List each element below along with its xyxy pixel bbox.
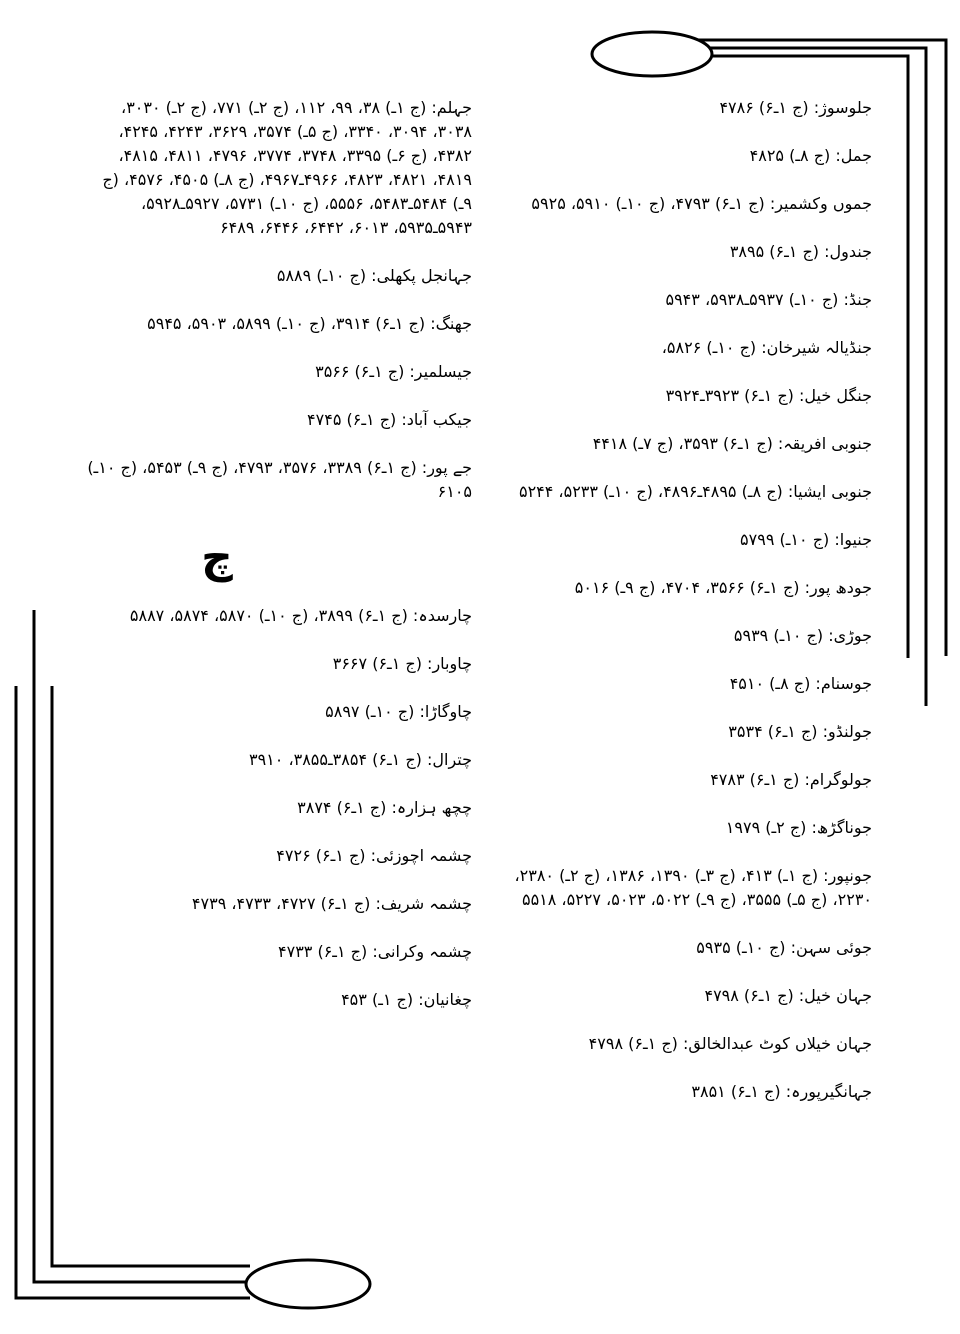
index-entry: چاوبار: (ج ۱ـ۶) ۳۶۶۷ — [332, 654, 472, 673]
index-entry: جہان خیل: (ج ۱ـ۶) ۴۷۹۸ — [704, 986, 872, 1005]
index-entry: جمل: (ج ۸ـ) ۴۸۲۵ — [749, 146, 872, 165]
top-ornament-oval — [592, 32, 712, 76]
index-entry: جوسنام: (ج ۸ـ) ۴۵۱۰ — [729, 674, 872, 693]
index-column-right — [492, 96, 872, 1128]
index-entry: جودھ پور: (ج ۱ـ۶) ۳۵۶۶، ۴۷۰۴، (ج ۹ـ) ۵۰۱۶ — [574, 578, 872, 597]
index-entry: جولوگرام: (ج ۱ـ۶) ۴۷۸۳ — [710, 770, 872, 789]
index-entry: جہلم: (ج ۱ـ) ۳۸، ۹۹، ۱۱۲، (ج ۲ـ) ۷۷۱، (ج ۲ـ) ۳۰۳۰، ۳۰۳۸، ۳۰۹۴، ۳۳۴۰، (ج ۵ـ) ۳۵۷۴، ۳۶۲۹، ۴۲۴۳، ۴۲۴۵، ۴۳۸۲، (ج ۶ـ) ۳۳۹۵، ۳۷۴۸، ۳۷۷۴، ۴۷۹۶، ۴۸۱۱، ۴۸۱۵، ۴۸۱۹، ۴۸۲۱، ۴۸۲۳، ۴۹۶۶ـ۴۹۶۷، (ج ۸ـ) ۴۵۰۵، ۴۵۷۶، (ج ۹ـ) ۵۴۸۴ـ۵۴۸۳، ۵۵۵۶، (ج ۱۰ـ) ۵۷۳۱، ۵۹۲۷ـ۵۹۲۸، ۵۹۴۳ـ۵۹۳۵، ۶۰۱۳، ۶۴۴۲، ۶۴۴۶، ۶۴۸۹ — [102, 98, 472, 237]
index-entry: جوئی سہن: (ج ۱۰ـ) ۵۹۳۵ — [696, 938, 872, 957]
index-entry: جیسلمیر: (ج ۱ـ۶) ۳۵۶۶ — [315, 362, 472, 381]
index-entry: جولنڈو: (ج ۱ـ۶) ۳۵۳۴ — [728, 722, 872, 741]
index-entry: جنیوا: (ج ۱۰ـ) ۵۷۹۹ — [740, 530, 872, 549]
section-letter-heading: چ — [201, 532, 233, 583]
index-entry: چشمہ شریف: (ج ۱ـ۶) ۴۷۲۷، ۴۷۳۳، ۴۷۳۹ — [191, 894, 472, 913]
index-entry: جنڈ: (ج ۱۰ـ) ۵۹۳۷ـ۵۹۳۸، ۵۹۴۳ — [665, 290, 872, 309]
index-entry: چشمہ وکرانی: (ج ۱ـ۶) ۴۷۳۳ — [278, 942, 472, 961]
index-entry: جونپور: (ج ۱ـ) ۴۱۳، (ج ۳ـ) ۱۳۹۰، ۱۳۸۶، (ج ۲ـ) ۲۳۸۰، ۲۲۳۰، (ج ۵ـ) ۳۵۵۵، (ج ۹ـ) ۵۰۲۲، ۵۰۲۳، ۵۲۲۷، ۵۵۱۸ — [514, 866, 872, 909]
index-entry: چارسدہ: (ج ۱ـ۶) ۳۸۹۹، (ج ۱۰ـ) ۵۸۷۰، ۵۸۷۴، ۵۸۸۷ — [129, 606, 472, 625]
index-entry: جنوبی ایشیا: (ج ۸ـ) ۴۸۹۵ـ۴۸۹۶، (ج ۱۰ـ) ۵۲۳۳، ۵۲۴۴ — [518, 482, 872, 501]
index-entry: جے پور: (ج ۱ـ۶) ۳۳۸۹، ۳۵۷۶، ۴۷۹۳، (ج ۹ـ) ۵۴۵۳، (ج ۱۰ـ) ۶۱۰۵ — [87, 458, 472, 501]
bottom-ornament-oval — [246, 1260, 370, 1308]
index-entry: جہانگیرپورہ: (ج ۱ـ۶) ۳۸۵۱ — [691, 1082, 872, 1101]
index-entry: جموں وکشمیر: (ج ۱ـ۶) ۴۷۹۳، (ج ۱۰ـ) ۵۹۱۰، ۵۹۲۵ — [531, 194, 872, 213]
index-entry: چترال: (ج ۱ـ۶) ۳۸۵۴ـ۳۸۵۵، ۳۹۱۰ — [248, 750, 472, 769]
index-column-left — [82, 96, 472, 1036]
index-entry: جلوسوژ: (ج ۱ـ۶) ۴۷۸۶ — [719, 98, 872, 117]
index-entry: جہانجل پکھلی: (ج ۱۰ـ) ۵۸۸۹ — [276, 266, 472, 285]
index-entry: جوناگڑھ: (ج ۲ـ) ۱۹۷۹ — [725, 818, 872, 837]
index-entry: جندول: (ج ۱ـ۶) ۳۸۹۵ — [729, 242, 872, 261]
index-entry: چشمہ اچوزئی: (ج ۱ـ۶) ۴۷۲۶ — [276, 846, 472, 865]
index-entry: جھنگ: (ج ۱ـ۶) ۳۹۱۴، (ج ۱۰ـ) ۵۸۹۹، ۵۹۰۳، ۵۹۴۵ — [147, 314, 472, 333]
index-entry: جہان خیلاں کوٹ عبدالخالق: (ج ۱ـ۶) ۴۷۹۸ — [588, 1034, 872, 1053]
index-entry: جیکب آباد: (ج ۱ـ۶) ۴۷۴۵ — [307, 410, 472, 429]
index-entry: جنگل خیل: (ج ۱ـ۶) ۳۹۲۳ـ۳۹۲۴ — [665, 386, 872, 405]
index-entry: جنوبی افریقہ: (ج ۱ـ۶) ۳۵۹۳، (ج ۷ـ) ۴۴۱۸ — [592, 434, 872, 453]
index-entry: چاوگاڑا: (ج ۱۰ـ) ۵۸۹۷ — [325, 702, 472, 721]
index-entry: جنڈیالہ شیرخان: (ج ۱۰ـ) ۵۸۲۶، — [661, 338, 872, 357]
index-entry: چچھ ہزارہ: (ج ۱ـ۶) ۳۸۷۴ — [297, 798, 472, 817]
index-entry: چغانیان: (ج ۱ـ) ۴۵۳ — [341, 990, 472, 1009]
index-entry: جوڑی: (ج ۱۰ـ) ۵۹۳۹ — [733, 626, 872, 645]
